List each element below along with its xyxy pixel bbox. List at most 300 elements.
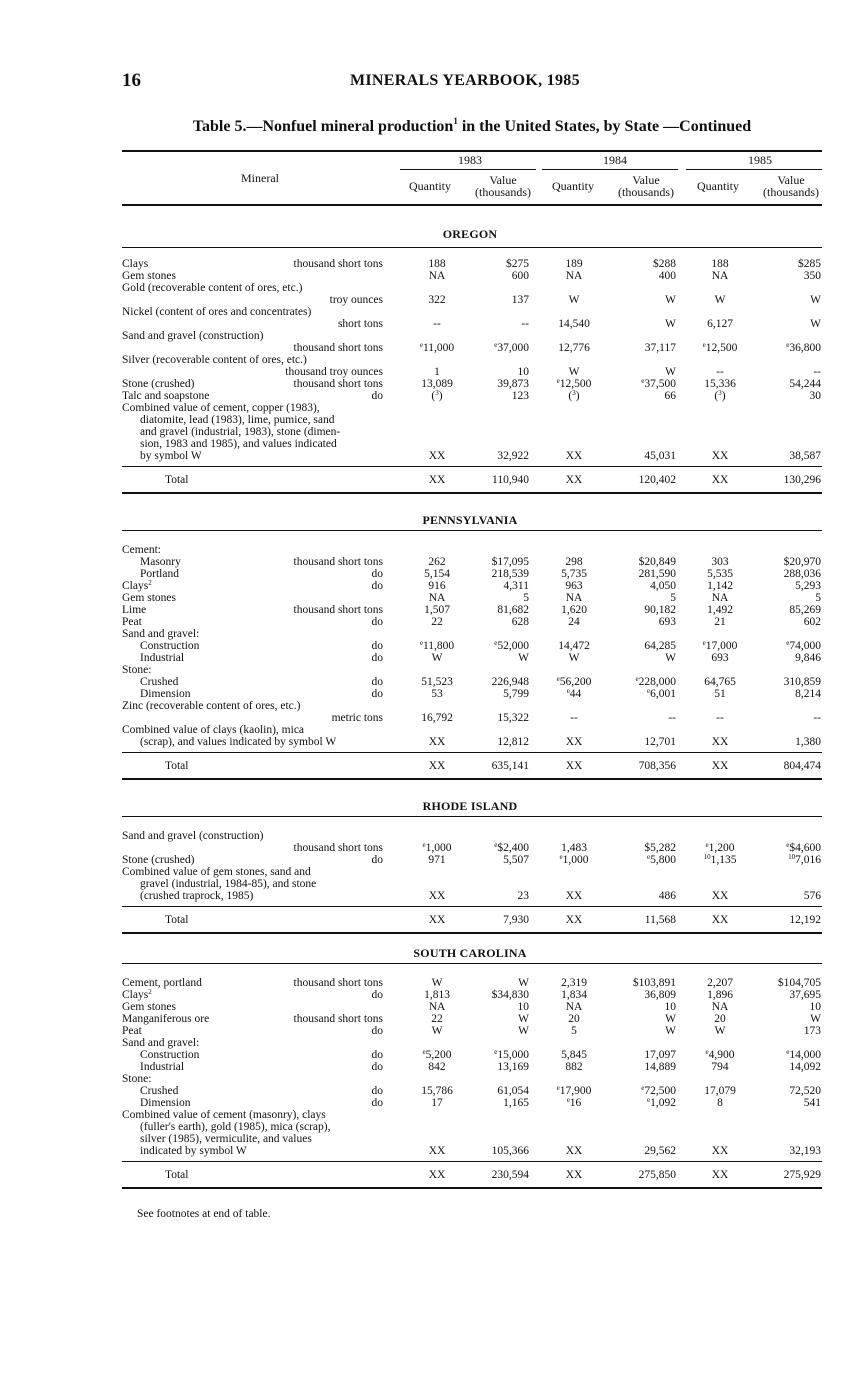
row-unit: do xyxy=(371,688,383,700)
total-cell: XX xyxy=(711,760,729,772)
table-cell: XX xyxy=(565,1145,583,1157)
table-cell: 32,922 xyxy=(497,450,529,462)
header-year-1983: 1983 xyxy=(458,153,482,167)
row-label: Masonry xyxy=(140,556,181,568)
table-cell: 14,889 xyxy=(644,1061,676,1073)
total-cell: 230,594 xyxy=(491,1169,529,1181)
total-row xyxy=(0,1169,849,1181)
total-label: Total xyxy=(165,1169,189,1181)
estimate-mark: e xyxy=(422,841,426,849)
row-label: Zinc (recoverable content of ores, etc.) xyxy=(122,700,301,712)
table-row xyxy=(0,652,849,664)
table-row xyxy=(0,1109,849,1121)
row-label: Combined value of cement, copper (1983), xyxy=(122,402,320,414)
table-cell: 81,682 xyxy=(497,604,529,616)
table-cell: 12,776 xyxy=(558,342,590,354)
table-cell: 72,520 xyxy=(789,1085,821,1097)
row-unit: do xyxy=(371,989,383,1001)
row-label: Lime xyxy=(122,604,147,616)
table-cell: $^e$12,500 xyxy=(556,377,592,390)
table-cell: XX xyxy=(711,1145,729,1157)
state-heading-rule xyxy=(122,963,822,964)
table-cell: 16,792 xyxy=(421,712,453,724)
state-end-rule xyxy=(122,778,822,780)
table-cell: $20,970 xyxy=(783,556,821,568)
table-cell: W xyxy=(431,652,443,664)
estimate-mark: e xyxy=(702,639,706,647)
table-cell: 17,079 xyxy=(704,1085,736,1097)
row-label: Dimension xyxy=(140,688,191,700)
table-cell: 188 xyxy=(711,258,729,270)
table-cell: 39,873 xyxy=(497,378,529,390)
table-cell: NA xyxy=(565,592,583,604)
table-cell: $^e$1,000 xyxy=(422,841,452,854)
row-label: Combined value of cement (masonry), clays xyxy=(122,1109,326,1121)
page-number: 16 xyxy=(122,70,141,91)
table-row xyxy=(0,414,849,426)
table-cell: 6,127 xyxy=(707,318,733,330)
table-cell: 10 xyxy=(517,366,529,378)
table-row xyxy=(0,1073,849,1085)
total-cell: XX xyxy=(565,760,583,772)
table-row xyxy=(0,664,849,676)
table-cell: W xyxy=(518,1013,529,1025)
table-cell: 173 xyxy=(803,1025,821,1037)
footnote-mark: 2 xyxy=(148,579,152,587)
table-row xyxy=(0,450,849,462)
table-cell: 14,092 xyxy=(789,1061,821,1073)
table-cell: $288 xyxy=(653,258,676,270)
table-cell: 45,031 xyxy=(644,450,676,462)
row-label: Cement: xyxy=(122,544,161,556)
table-cell: W xyxy=(714,1025,726,1037)
estimate-mark: e xyxy=(786,341,790,349)
table-cell: 5 xyxy=(571,1025,577,1037)
table-cell: NA xyxy=(565,1001,583,1013)
table-row xyxy=(0,330,849,342)
estimate-mark: e xyxy=(419,341,423,349)
total-cell: 708,356 xyxy=(638,760,676,772)
table-cell: 37,117 xyxy=(644,342,676,354)
total-cell: XX xyxy=(428,760,446,772)
table-row xyxy=(0,1145,849,1157)
table-row xyxy=(0,628,849,640)
table-cell: 693 xyxy=(658,616,676,628)
table-cell: 188 xyxy=(428,258,446,270)
table-cell: ($^3$) xyxy=(568,389,580,402)
table-cell: W xyxy=(665,318,676,330)
total-cell: XX xyxy=(711,1169,729,1181)
table-cell: 15,786 xyxy=(421,1085,453,1097)
row-label: Cement, portland xyxy=(122,977,202,989)
state-end-rule xyxy=(122,1187,822,1189)
row-label: Sand and gravel: xyxy=(122,628,200,640)
table-row xyxy=(0,366,849,378)
table-row xyxy=(0,1097,849,1109)
table-row xyxy=(0,724,849,736)
table-cell: $^e$12,500 xyxy=(702,341,738,354)
total-cell: 804,474 xyxy=(783,760,821,772)
table-row xyxy=(0,426,849,438)
row-label: sion, 1983 and 1985), and values indicated xyxy=(140,438,337,450)
row-label: Dimension xyxy=(140,1097,191,1109)
table-cell: 123 xyxy=(511,390,529,402)
table-cell: 10 xyxy=(664,1001,676,1013)
table-title-text: Table 5.—Nonfuel mineral production xyxy=(192,118,454,135)
running-title: MINERALS YEARBOOK, 1985 xyxy=(350,72,580,89)
table-cell: 5,293 xyxy=(795,580,821,592)
estimate-mark: e xyxy=(647,1096,651,1104)
estimate-mark: e xyxy=(786,639,790,647)
row-label: and gravel (industrial, 1983), stone (dimen- xyxy=(140,426,341,438)
table-cell: 882 xyxy=(565,1061,583,1073)
footnote-mark: 10 xyxy=(788,853,796,861)
total-cell: 11,568 xyxy=(644,914,676,926)
total-row xyxy=(0,474,849,486)
estimate-mark: e xyxy=(556,675,560,683)
row-label: Clays xyxy=(122,258,149,270)
state-heading-rule xyxy=(122,247,822,248)
table-cell: XX xyxy=(711,450,729,462)
row-unit: thousand short tons xyxy=(293,378,383,390)
row-label: Sand and gravel (construction) xyxy=(122,830,264,842)
row-label: (crushed traprock, 1985) xyxy=(140,890,254,902)
row-label: Stone: xyxy=(122,1073,152,1085)
table-cell: $^e$1,000 xyxy=(559,853,589,866)
table-cell: 5,799 xyxy=(503,688,529,700)
table-cell: NA xyxy=(565,270,583,282)
table-cell: XX xyxy=(565,450,583,462)
total-cell: XX xyxy=(565,914,583,926)
row-label: Stone (crushed) xyxy=(122,378,195,390)
total-row xyxy=(0,914,849,926)
row-unit: thousand short tons xyxy=(293,556,383,568)
table-cell: 30 xyxy=(809,390,821,402)
table-cell: $34,830 xyxy=(491,989,529,1001)
table-cell: 1,896 xyxy=(707,989,733,1001)
row-label: Nickel (content of ores and concentrates) xyxy=(122,306,312,318)
table-cell: 303 xyxy=(711,556,729,568)
table-row xyxy=(0,604,849,616)
row-label: Manganiferous ore xyxy=(122,1013,210,1025)
estimate-mark: e xyxy=(494,841,498,849)
row-label: (fuller's earth), gold (1985), mica (scrap), xyxy=(140,1121,331,1133)
table-row xyxy=(0,866,849,878)
table-cell: 105,366 xyxy=(491,1145,529,1157)
table-cell: 842 xyxy=(428,1061,446,1073)
table-cell: W xyxy=(518,1025,529,1037)
table-cell: $^e$\$2,400 xyxy=(494,841,529,854)
row-unit: troy ounces xyxy=(329,294,383,306)
table-cell: 5,845 xyxy=(561,1049,587,1061)
row-label: Construction xyxy=(140,640,200,652)
row-label: gravel (industrial, 1984-85), and stone xyxy=(140,878,317,890)
row-unit: do xyxy=(371,1097,383,1109)
table-cell: 37,695 xyxy=(789,989,821,1001)
table-cell: 218,539 xyxy=(491,568,529,580)
total-label: Total xyxy=(165,474,189,486)
table-cell: $^e$1,200 xyxy=(705,841,735,854)
total-cell: 7,930 xyxy=(503,914,529,926)
row-label: Peat xyxy=(122,1025,142,1037)
table-cell: 2,207 xyxy=(707,977,733,989)
row-label: Gem stones xyxy=(122,592,176,604)
table-cell: 5,535 xyxy=(707,568,733,580)
table-cell: 576 xyxy=(803,890,821,902)
row-unit: do xyxy=(371,854,383,866)
table-cell: 17 xyxy=(431,1097,443,1109)
table-cell: 36,809 xyxy=(644,989,676,1001)
table-row xyxy=(0,544,849,556)
table-cell: XX xyxy=(711,736,729,748)
table-cell: XX xyxy=(565,736,583,748)
table-row xyxy=(0,592,849,604)
table-cell: 22 xyxy=(431,1013,443,1025)
table-row xyxy=(0,390,849,402)
header-quantity-1984: Quantity xyxy=(552,179,594,193)
row-unit: do xyxy=(371,1085,383,1097)
total-label: Total xyxy=(165,760,189,772)
header-value-unit: (thousands) xyxy=(475,185,531,199)
table-row xyxy=(0,1025,849,1037)
table-cell: 541 xyxy=(803,1097,821,1109)
table-cell: XX xyxy=(428,1145,446,1157)
table-row xyxy=(0,736,849,748)
table-row xyxy=(0,1121,849,1133)
header-value-word: Value xyxy=(632,173,660,187)
table-cell: $^e$4,900 xyxy=(705,1048,735,1061)
estimate-mark: e xyxy=(786,841,790,849)
table-cell: XX xyxy=(428,450,446,462)
table-cell: 600 xyxy=(511,270,529,282)
total-cell: XX xyxy=(428,474,446,486)
total-cell: 275,929 xyxy=(783,1169,821,1181)
row-unit: do xyxy=(371,676,383,688)
table-cell: 1 xyxy=(434,366,440,378)
table-cell: 23 xyxy=(517,890,529,902)
table-cell: XX xyxy=(711,890,729,902)
estimate-mark: e xyxy=(559,853,563,861)
row-unit: thousand short tons xyxy=(293,1013,383,1025)
table-row xyxy=(0,402,849,414)
estimate-mark: e xyxy=(641,377,645,385)
table-cell: -- xyxy=(716,712,724,724)
table-cell: $^e$1,092 xyxy=(647,1096,676,1109)
total-cell: 12,192 xyxy=(789,914,821,926)
header-value-word: Value xyxy=(777,173,805,187)
row-unit: do xyxy=(371,568,383,580)
header-value-unit: (thousands) xyxy=(618,185,674,199)
table-cell: 486 xyxy=(658,890,676,902)
row-unit: thousand short tons xyxy=(293,977,383,989)
table-cell: 1,492 xyxy=(707,604,733,616)
row-unit: do xyxy=(371,580,383,592)
total-rule xyxy=(122,1161,822,1162)
total-cell: XX xyxy=(711,914,729,926)
row-label: Sand and gravel: xyxy=(122,1037,200,1049)
table-cell: $^e$228,000 xyxy=(635,675,676,688)
table-cell: NA xyxy=(711,592,729,604)
state-heading: SOUTH CAROLINA xyxy=(413,946,527,960)
header-value-word: Value xyxy=(489,173,517,187)
table-cell: 14,472 xyxy=(558,640,590,652)
row-label: Crushed xyxy=(140,1085,179,1097)
table-row xyxy=(0,1061,849,1073)
estimate-mark: e xyxy=(566,687,570,695)
table-row xyxy=(0,294,849,306)
header-value-unit: (thousands) xyxy=(763,185,819,199)
table-row xyxy=(0,354,849,366)
table-cell: 10 xyxy=(809,1001,821,1013)
table-cell: NA xyxy=(428,270,446,282)
table-cell: 54,244 xyxy=(789,378,821,390)
table-cell: 15,322 xyxy=(497,712,529,724)
header-quantity-1985: Quantity xyxy=(697,179,739,193)
row-unit: do xyxy=(371,1025,383,1037)
table-cell: 1,813 xyxy=(424,989,450,1001)
table-cell: NA xyxy=(428,592,446,604)
table-cell: 12,812 xyxy=(497,736,529,748)
table-cell: W xyxy=(665,652,676,664)
footnote-mark: 3 xyxy=(572,389,576,397)
table-cell: -- xyxy=(716,366,724,378)
table-row xyxy=(0,270,849,282)
table-cell: $103,891 xyxy=(632,977,676,989)
estimate-mark: e xyxy=(556,377,560,385)
table-cell: 61,054 xyxy=(497,1085,529,1097)
table-cell: 21 xyxy=(714,616,726,628)
row-label: Stone: xyxy=(122,664,152,676)
table-cell: $^e$36,800 xyxy=(786,341,821,354)
table-row xyxy=(0,318,849,330)
table-cell: 298 xyxy=(565,556,583,568)
table-cell: 4,050 xyxy=(650,580,676,592)
table-cell: $^e$5,200 xyxy=(422,1048,452,1061)
table-cell: 5,735 xyxy=(561,568,587,580)
table-cell: -- xyxy=(570,712,578,724)
row-unit: do xyxy=(371,1049,383,1061)
table-cell: -- xyxy=(668,712,676,724)
total-cell: 635,141 xyxy=(491,760,529,772)
header-year-1984: 1984 xyxy=(603,153,627,167)
table-cell: $^e$6,001 xyxy=(647,687,676,700)
table-cell: 22 xyxy=(431,616,443,628)
table-cell: 14,540 xyxy=(558,318,590,330)
row-label: Talc and soapstone xyxy=(122,390,210,402)
table-row xyxy=(0,568,849,580)
estimate-mark: e xyxy=(705,1048,709,1056)
table-cell: W xyxy=(568,294,580,306)
row-label: Construction xyxy=(140,1049,200,1061)
estimate-mark: e xyxy=(647,853,651,861)
table-cell: 1,483 xyxy=(561,842,587,854)
row-label: Peat xyxy=(122,616,142,628)
table-row xyxy=(0,1013,849,1025)
table-cell: 20 xyxy=(568,1013,580,1025)
state-end-rule xyxy=(122,492,822,494)
table-cell: 189 xyxy=(565,258,583,270)
row-unit: thousand short tons xyxy=(293,842,383,854)
table-cell: W xyxy=(810,1013,821,1025)
table-cell: 53 xyxy=(431,688,443,700)
estimate-mark: e xyxy=(422,1048,426,1056)
estimate-mark: e xyxy=(556,1084,560,1092)
row-label: by symbol W xyxy=(140,450,202,462)
table-cell: 1,380 xyxy=(795,736,821,748)
table-cell: W xyxy=(518,977,529,989)
table-cell: W xyxy=(810,294,821,306)
footnote-mark: 2 xyxy=(148,988,152,996)
table-cell: 1,620 xyxy=(561,604,587,616)
table-row xyxy=(0,580,849,592)
row-label: indicated by symbol W xyxy=(140,1145,247,1157)
header-quantity-1983: Quantity xyxy=(409,179,451,193)
table-row xyxy=(0,282,849,294)
row-label: Stone (crushed) xyxy=(122,854,195,866)
row-label: Portland xyxy=(140,568,179,580)
estimate-mark: e xyxy=(494,639,498,647)
table-row xyxy=(0,1049,849,1061)
table-cell: XX xyxy=(428,890,446,902)
total-cell: XX xyxy=(428,1169,446,1181)
row-label: Clays$^2$ xyxy=(122,579,152,592)
state-heading-rule xyxy=(122,530,822,531)
table-cell: $275 xyxy=(506,258,529,270)
table-cell: 1,165 xyxy=(503,1097,529,1109)
table-cell: $^e$5,800 xyxy=(647,853,676,866)
table-cell: -- xyxy=(813,712,821,724)
table-cell: $^e$15,000 xyxy=(494,1048,529,1061)
table-cell: 10 xyxy=(517,1001,529,1013)
table-cell: 262 xyxy=(428,556,446,568)
table-cell: ($^3$) xyxy=(714,389,726,402)
header-year-1985: 1985 xyxy=(748,153,772,167)
row-label: Crushed xyxy=(140,676,179,688)
row-unit: do xyxy=(371,652,383,664)
state-heading: RHODE ISLAND xyxy=(422,799,518,813)
table-cell: XX xyxy=(428,736,446,748)
header-mineral: Mineral xyxy=(241,171,279,185)
table-cell: W xyxy=(568,366,580,378)
table-cell: 5 xyxy=(523,592,529,604)
footnote-mark: 3 xyxy=(718,389,722,397)
total-cell: XX xyxy=(565,1169,583,1181)
estimate-mark: e xyxy=(494,341,498,349)
row-label: Gold (recoverable content of ores, etc.) xyxy=(122,282,303,294)
table-title-footnote: 1 xyxy=(453,116,458,126)
total-rule xyxy=(122,752,822,753)
table-row xyxy=(0,878,849,890)
table-cell: NA xyxy=(711,1001,729,1013)
table-row xyxy=(0,688,849,700)
state-heading: PENNSYLVANIA xyxy=(422,513,518,527)
table-cell: 1,834 xyxy=(561,989,587,1001)
estimate-mark: e xyxy=(786,1048,790,1056)
row-unit: thousand short tons xyxy=(293,258,383,270)
table-cell: 29,562 xyxy=(644,1145,676,1157)
table-cell: 32,193 xyxy=(789,1145,821,1157)
estimate-mark: e xyxy=(641,1084,645,1092)
table-cell: $^e$11,800 xyxy=(419,639,455,652)
estimate-mark: e xyxy=(647,687,651,695)
table-cell: $^{10}$1,135 xyxy=(703,853,737,866)
table-cell: 5,154 xyxy=(424,568,450,580)
total-row xyxy=(0,760,849,772)
table-cell: 281,590 xyxy=(638,568,676,580)
table-row xyxy=(0,989,849,1001)
table-cell: 310,859 xyxy=(783,676,821,688)
table-cell: 350 xyxy=(803,270,821,282)
